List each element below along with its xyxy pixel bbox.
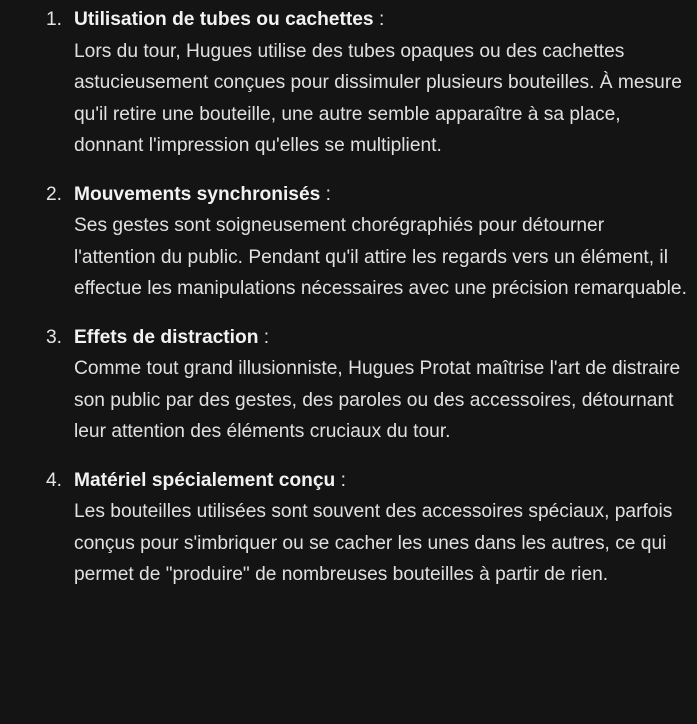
item-number: 4. — [46, 469, 63, 491]
item-colon: : — [320, 183, 331, 205]
item-title: Mouvements synchronisés — [74, 183, 321, 205]
item-heading — [74, 465, 689, 497]
item-description: Ses gestes sont soigneusement chorégraphiés pour détourner l'attention du public. Pendant qu'il attire les regards vers un élément, il effectue les manipulations nécessaires avec une précision remarquable. — [74, 215, 687, 299]
item-title: Effets de distraction — [74, 326, 259, 348]
item-colon: : — [335, 469, 346, 491]
list-item-4 — [0, 465, 697, 591]
list-item-3 — [0, 322, 697, 448]
item-number: 2. — [46, 183, 63, 205]
item-title: Utilisation de tubes ou cachettes — [74, 9, 374, 30]
item-number: 1. — [46, 9, 63, 30]
item-title: Matériel spécialement conçu — [74, 469, 336, 491]
list-item-2 — [0, 179, 697, 305]
item-number: 3. — [46, 326, 63, 348]
item-colon: : — [258, 326, 270, 348]
item-description: Les bouteilles utilisées sont souvent des accessoires spéciaux, parfois conçus pour s'imbriquer ou se cacher les unes dans les autres, ce qui permet de "produire" de nombreuses bouteilles à partir de rien. — [74, 501, 673, 585]
list-item-1 — [0, 4, 697, 162]
item-heading — [74, 4, 689, 36]
item-heading — [74, 179, 689, 211]
item-description: Comme tout grand illusionniste, Hugues Protat maîtrise l'art de distraire son public par des gestes, des paroles ou des accessoires, détournant leur attention des éléments cruciaux du tour. — [74, 358, 681, 442]
item-colon: : — [373, 9, 385, 30]
item-description: Lors du tour, Hugues utilise des tubes opaques ou des cachettes astucieusement conçues pour dissimuler plusieurs bouteilles. À mesure qu'il retire une bouteille, une autre semble apparaître à sa place, donnant l'impression qu'elles se multiplient. — [74, 40, 682, 156]
item-heading — [74, 322, 689, 354]
